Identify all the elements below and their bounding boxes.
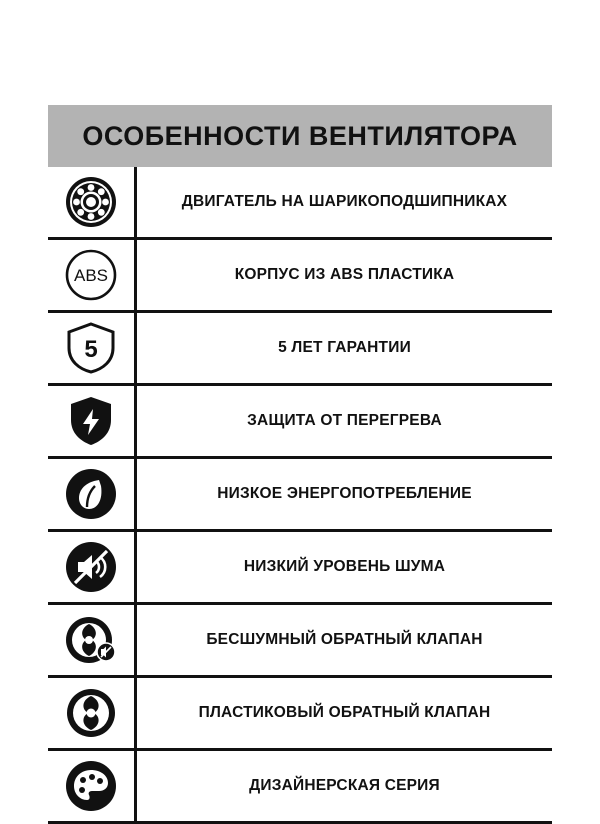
label-cell	[137, 605, 552, 675]
label-cell	[137, 532, 552, 602]
features-panel	[48, 105, 552, 824]
mute-speaker-icon	[65, 541, 117, 593]
silent-check-valve-icon	[65, 614, 117, 666]
label-cell	[137, 313, 552, 383]
abs-plastic-icon	[65, 249, 117, 301]
label-cell	[137, 459, 552, 529]
feature-label: 5 ЛЕТ ГАРАНТИИ	[278, 339, 411, 357]
feature-label: ПЛАСТИКОВЫЙ ОБРАТНЫЙ КЛАПАН	[198, 704, 491, 722]
table-row	[48, 532, 552, 605]
table-row	[48, 386, 552, 459]
label-cell	[137, 386, 552, 456]
label-cell	[137, 751, 552, 821]
svg-text:5: 5	[84, 336, 98, 363]
icon-cell	[48, 605, 137, 675]
designer-palette-icon	[65, 760, 117, 812]
feature-label: БЕСШУМНЫЙ ОБРАТНЫЙ КЛАПАН	[206, 631, 483, 649]
icon-cell	[48, 751, 137, 821]
label-cell	[137, 240, 552, 310]
table-row	[48, 678, 552, 751]
panel-header	[48, 105, 552, 167]
icon-cell	[48, 167, 137, 237]
overheat-protection-shield-icon	[68, 395, 114, 447]
table-row	[48, 751, 552, 824]
icon-cell	[48, 313, 137, 383]
page-title: ОСОБЕННОСТИ ВЕНТИЛЯТОРА	[82, 120, 518, 151]
svg-text:ABS: ABS	[73, 266, 109, 285]
icon-cell	[48, 459, 137, 529]
icon-cell	[48, 678, 137, 748]
feature-label: ДВИГАТЕЛЬ НА ШАРИКОПОДШИПНИКАХ	[181, 193, 508, 211]
table-row	[48, 240, 552, 313]
ball-bearing-icon	[65, 176, 117, 228]
table-row	[48, 167, 552, 240]
table-row	[48, 459, 552, 532]
feature-label: КОРПУС ИЗ ABS ПЛАСТИКА	[234, 266, 455, 284]
icon-cell	[48, 240, 137, 310]
feature-label: НИЗКИЙ УРОВЕНЬ ШУМА	[243, 558, 446, 576]
table-row	[48, 313, 552, 386]
label-cell	[137, 167, 552, 237]
feature-label: НИЗКОЕ ЭНЕРГОПОТРЕБЛЕНИЕ	[217, 485, 472, 503]
plastic-check-valve-icon	[65, 687, 117, 739]
feature-label: ДИЗАЙНЕРСКАЯ СЕРИЯ	[249, 777, 440, 795]
warranty-shield-icon	[66, 322, 116, 374]
table-row	[48, 605, 552, 678]
icon-cell	[48, 532, 137, 602]
feature-label: ЗАЩИТА ОТ ПЕРЕГРЕВА	[247, 412, 442, 430]
low-energy-leaf-icon	[65, 468, 117, 520]
label-cell	[137, 678, 552, 748]
icon-cell	[48, 386, 137, 456]
